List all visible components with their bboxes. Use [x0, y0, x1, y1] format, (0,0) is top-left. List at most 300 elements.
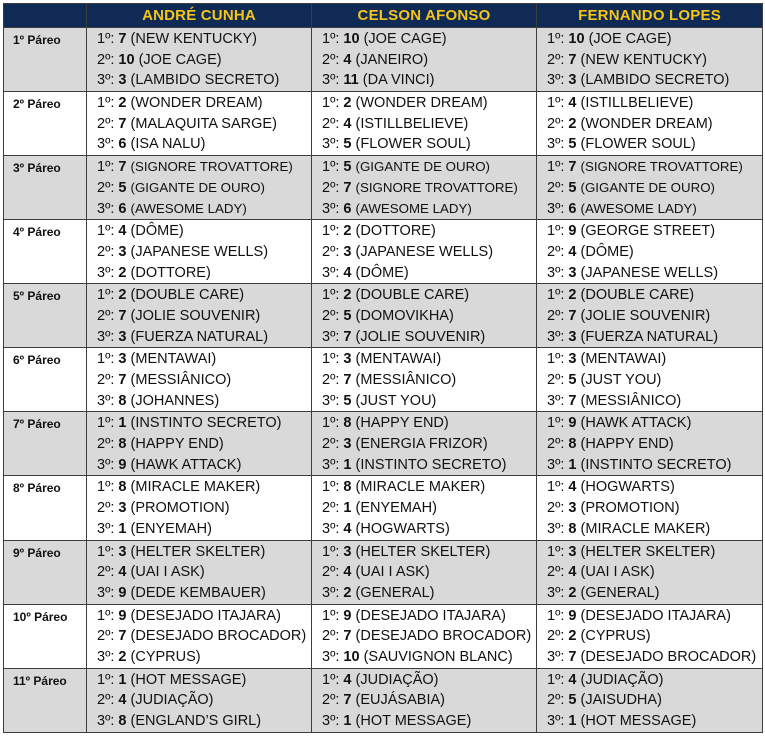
- horse-name: (GIGANTE DE OURO): [130, 179, 265, 195]
- horse-name: (HAPPY END): [580, 436, 674, 453]
- horse-name: (DA VINCI): [362, 72, 435, 89]
- horse-name: (DEDE KEMBAUER): [130, 584, 266, 601]
- horse-name: (GEORGE STREET): [580, 223, 716, 240]
- pick-line: [537, 327, 762, 348]
- horse-name: (ISA NALU): [130, 136, 206, 153]
- pick-position: 1º:: [547, 351, 565, 368]
- horse-number: 8: [343, 415, 352, 432]
- horse-name: (DOUBLE CARE): [130, 287, 245, 304]
- horse-number: 3: [118, 543, 127, 560]
- pick-line: [537, 647, 762, 668]
- horse-name: (HAPPY END): [130, 436, 224, 453]
- horse-name: (DESEJADO BROCADOR): [130, 628, 307, 645]
- horse-number: 2: [568, 628, 577, 645]
- tipster-picks-cell: [87, 348, 312, 412]
- tipster-header-celson-afonso: CELSON AFONSO: [312, 4, 537, 28]
- horse-number: 4: [568, 564, 577, 581]
- pick-position: 2º:: [97, 628, 115, 645]
- pick-position: 1º:: [547, 671, 565, 688]
- horse-number: 3: [568, 72, 577, 89]
- horse-number: 11: [343, 72, 359, 89]
- horse-name: (HELTER SKELTER): [580, 543, 716, 560]
- tipster-picks-cell: [87, 604, 312, 668]
- horse-name: (DOUBLE CARE): [355, 287, 470, 304]
- pick-position: 3º:: [322, 136, 340, 153]
- horse-number: 7: [568, 392, 577, 409]
- horse-name: (ISTILLBELIEVE): [580, 95, 694, 112]
- pick-line: [537, 29, 762, 50]
- pick-line: [312, 306, 536, 327]
- horse-number: 4: [343, 264, 352, 281]
- horse-name: (JUST YOU): [355, 392, 437, 409]
- horse-number: 9: [118, 584, 127, 601]
- race-label: 7º Páreo: [4, 412, 87, 476]
- horse-number: 7: [343, 328, 352, 345]
- pick-line: [312, 242, 536, 263]
- pick-position: 1º:: [322, 95, 340, 112]
- horse-name: (WONDER DREAM): [580, 115, 713, 132]
- pick-position: 1º:: [97, 479, 115, 496]
- pick-position: 3º:: [322, 200, 340, 217]
- horse-name: (JOLIE SOUVENIR): [580, 307, 711, 324]
- tipster-picks-cell: [87, 540, 312, 604]
- horse-name: (JOLIE SOUVENIR): [355, 328, 486, 345]
- pick-line: [537, 391, 762, 412]
- horse-number: 10: [568, 31, 585, 47]
- horse-name: (JAPANESE WELLS): [130, 243, 269, 260]
- tipster-picks-cell: [312, 92, 537, 156]
- horse-name: (MALAQUITA SARGE): [130, 115, 277, 132]
- horse-number: 3: [343, 243, 352, 260]
- horse-number: 5: [118, 179, 127, 196]
- tipster-picks-cell: [537, 28, 763, 92]
- pick-line: [537, 242, 762, 263]
- tipster-picks-cell: [87, 28, 312, 92]
- race-row: [4, 220, 763, 284]
- tipster-picks-cell: [87, 156, 312, 220]
- pick-position: 3º:: [547, 456, 565, 473]
- horse-number: 8: [118, 436, 127, 453]
- race-row: [4, 476, 763, 540]
- pick-position: 2º:: [322, 436, 340, 453]
- horse-name: (CYPRUS): [580, 628, 651, 645]
- pick-position: 2º:: [97, 692, 115, 709]
- pick-position: 3º:: [322, 392, 340, 409]
- horse-number: 2: [118, 648, 127, 665]
- pick-position: 2º:: [97, 243, 115, 260]
- pick-position: 1º:: [97, 415, 115, 432]
- horse-number: 3: [118, 72, 127, 89]
- race-label: 10º Páreo: [4, 604, 87, 668]
- pick-line: [87, 178, 311, 199]
- horse-number: 3: [568, 500, 577, 517]
- pick-line: [537, 498, 762, 519]
- pick-line: [87, 711, 311, 732]
- horse-name: (UAI I ASK): [130, 564, 205, 581]
- pick-line: [537, 626, 762, 647]
- horse-number: 9: [118, 607, 127, 624]
- pick-position: 2º:: [547, 115, 565, 132]
- horse-number: 7: [118, 31, 127, 47]
- pick-position: 2º:: [547, 692, 565, 709]
- race-row: [4, 412, 763, 476]
- pick-position: 3º:: [322, 713, 340, 729]
- pick-line: [537, 606, 762, 627]
- pick-line: [312, 711, 536, 732]
- pick-line: [312, 50, 536, 71]
- pick-position: 2º:: [547, 628, 565, 645]
- pick-line: [87, 542, 311, 563]
- pick-position: 3º:: [322, 456, 340, 473]
- horse-name: (HOGWARTS): [355, 520, 450, 537]
- pick-line: [537, 562, 762, 583]
- pick-position: 2º:: [97, 115, 115, 132]
- horse-name: (JOE CAGE): [588, 31, 672, 47]
- pick-line: [87, 413, 311, 434]
- pick-position: 1º:: [547, 223, 565, 240]
- pick-line: [87, 157, 311, 178]
- horse-number: 6: [118, 200, 127, 217]
- tipster-picks-cell: [87, 668, 312, 732]
- pick-position: 1º:: [322, 351, 340, 368]
- pick-line: [312, 221, 536, 242]
- horse-number: 2: [118, 287, 127, 304]
- tipster-picks-cell: [312, 220, 537, 284]
- pick-line: [312, 562, 536, 583]
- race-label: 2º Páreo: [4, 92, 87, 156]
- horse-name: (JUST YOU): [580, 372, 662, 388]
- horse-number: 1: [118, 671, 127, 688]
- pick-line: [312, 370, 536, 391]
- horse-name: (JUDIAÇÃO): [355, 671, 439, 688]
- pick-position: 3º:: [547, 200, 565, 217]
- pick-position: 3º:: [97, 264, 115, 281]
- horse-name: (DOMOVIKHA): [355, 307, 454, 324]
- pick-position: 3º:: [97, 136, 115, 153]
- horse-name: (SIGNORE TROVATTORE): [130, 159, 293, 175]
- race-row: [4, 284, 763, 348]
- pick-position: 2º:: [97, 179, 115, 196]
- horse-number: 3: [118, 500, 127, 517]
- pick-line: [537, 306, 762, 327]
- pick-position: 1º:: [97, 159, 115, 176]
- horse-number: 3: [118, 243, 127, 260]
- horse-name: (UAI I ASK): [580, 564, 655, 581]
- horse-number: 8: [343, 479, 352, 496]
- tipster-picks-cell: [312, 604, 537, 668]
- horse-name: (HAPPY END): [355, 415, 449, 432]
- tipster-picks-cell: [537, 220, 763, 284]
- pick-position: 1º:: [547, 543, 565, 560]
- horse-name: (MESSIÂNICO): [580, 392, 682, 409]
- horse-name: (GENERAL): [580, 584, 660, 601]
- horse-number: 7: [568, 51, 577, 68]
- pick-position: 2º:: [322, 628, 340, 645]
- horse-name: (FLOWER SOUL): [355, 136, 471, 153]
- horse-name: (INSTINTO SECRETO): [130, 415, 282, 432]
- horse-number: 7: [568, 648, 577, 665]
- pick-position: 2º:: [547, 564, 565, 581]
- pick-line: [537, 178, 762, 199]
- horse-number: 9: [118, 456, 127, 473]
- pick-line: [87, 519, 311, 540]
- horse-number: 4: [568, 95, 577, 112]
- pick-position: 3º:: [322, 648, 340, 665]
- horse-name: (AWESOME LADY): [580, 200, 697, 216]
- horse-number: 1: [568, 713, 577, 729]
- tipster-picks-cell: [87, 284, 312, 348]
- pick-position: 3º:: [322, 328, 340, 345]
- horse-name: (DÔME): [130, 223, 184, 240]
- horse-number: 9: [568, 607, 577, 624]
- horse-number: 8: [118, 713, 127, 729]
- header-row: [4, 4, 763, 28]
- horse-name: (FLOWER SOUL): [580, 136, 696, 153]
- horse-name: (DOUBLE CARE): [580, 287, 695, 304]
- horse-name: (ENERGIA FRIZOR): [355, 436, 488, 453]
- pick-line: [87, 263, 311, 284]
- horse-number: 6: [568, 200, 577, 217]
- pick-line: [537, 711, 762, 732]
- pick-position: 1º:: [97, 287, 115, 304]
- pick-position: 1º:: [547, 287, 565, 304]
- horse-name: (HELTER SKELTER): [355, 543, 491, 560]
- pick-line: [537, 50, 762, 71]
- pick-position: 3º:: [97, 713, 115, 729]
- pick-line: [312, 285, 536, 306]
- horse-number: 3: [343, 543, 352, 560]
- horse-name: (UAI I ASK): [355, 564, 430, 581]
- horse-name: (INSTINTO SECRETO): [355, 456, 507, 473]
- horse-name: (MIRACLE MAKER): [580, 520, 711, 537]
- pick-line: [312, 477, 536, 498]
- pick-line: [87, 50, 311, 71]
- horse-number: 7: [343, 628, 352, 645]
- pick-position: 3º:: [547, 520, 565, 537]
- pick-line: [537, 199, 762, 220]
- race-row: [4, 668, 763, 732]
- tipster-picks-cell: [537, 604, 763, 668]
- pick-line: [87, 306, 311, 327]
- horse-number: 5: [343, 159, 352, 176]
- tips-table-container: [3, 3, 763, 733]
- horse-number: 1: [118, 415, 127, 432]
- pick-position: 2º:: [97, 307, 115, 324]
- pick-position: 1º:: [322, 159, 340, 176]
- pick-position: 1º:: [322, 287, 340, 304]
- pick-position: 1º:: [547, 479, 565, 496]
- pick-line: [312, 519, 536, 540]
- pick-line: [87, 134, 311, 155]
- pick-position: 1º:: [547, 159, 565, 176]
- horse-name: (NEW KENTUCKY): [130, 31, 258, 47]
- horse-name: (AWESOME LADY): [355, 200, 472, 216]
- tipster-picks-cell: [537, 476, 763, 540]
- horse-name: (JANEIRO): [355, 51, 429, 68]
- pick-position: 3º:: [322, 520, 340, 537]
- pick-position: 1º:: [322, 479, 340, 496]
- pick-position: 2º:: [322, 564, 340, 581]
- tipster-picks-cell: [312, 476, 537, 540]
- horse-number: 9: [568, 223, 577, 240]
- pick-line: [537, 519, 762, 540]
- pick-line: [87, 70, 311, 91]
- horse-number: 2: [343, 223, 352, 240]
- pick-position: 1º:: [322, 607, 340, 624]
- horse-number: 6: [118, 136, 127, 153]
- horse-name: (MENTAWAI): [580, 351, 667, 368]
- horse-number: 8: [118, 392, 127, 409]
- horse-number: 4: [118, 692, 127, 709]
- horse-name: (JUDIAÇÃO): [580, 671, 664, 688]
- tipster-picks-cell: [537, 412, 763, 476]
- pick-line: [87, 370, 311, 391]
- pick-line: [312, 114, 536, 135]
- horse-name: (HOT MESSAGE): [130, 671, 247, 688]
- pick-line: [312, 134, 536, 155]
- horse-name: (WONDER DREAM): [355, 95, 488, 112]
- pick-position: 3º:: [547, 136, 565, 153]
- pick-position: 3º:: [97, 648, 115, 665]
- horse-number: 7: [118, 115, 127, 132]
- pick-line: [312, 413, 536, 434]
- tipster-picks-cell: [537, 348, 763, 412]
- horse-name: (HELTER SKELTER): [130, 543, 266, 560]
- race-row: [4, 28, 763, 92]
- pick-position: 1º:: [97, 351, 115, 368]
- horse-name: (LAMBIDO SECRETO): [130, 72, 280, 89]
- pick-line: [312, 542, 536, 563]
- pick-line: [87, 455, 311, 476]
- horse-name: (JAPANESE WELLS): [580, 264, 719, 281]
- pick-position: 1º:: [97, 223, 115, 240]
- horse-name: (MIRACLE MAKER): [355, 479, 486, 496]
- pick-position: 1º:: [97, 543, 115, 560]
- pick-position: 2º:: [97, 500, 115, 517]
- pick-position: 1º:: [97, 95, 115, 112]
- pick-line: [87, 647, 311, 668]
- pick-line: [87, 114, 311, 135]
- horse-number: 9: [568, 415, 577, 432]
- horse-number: 4: [568, 243, 577, 260]
- pick-line: [312, 626, 536, 647]
- race-row: [4, 156, 763, 220]
- horse-number: 3: [343, 436, 352, 453]
- pick-line: [312, 670, 536, 691]
- horse-number: 8: [568, 520, 577, 537]
- pick-position: 2º:: [322, 372, 340, 388]
- horse-name: (INSTINTO SECRETO): [580, 456, 732, 473]
- pick-line: [312, 327, 536, 348]
- tipster-header-fernando-lopes: FERNANDO LOPES: [537, 4, 763, 28]
- horse-name: (NEW KENTUCKY): [580, 51, 708, 68]
- horse-number: 5: [343, 136, 352, 153]
- horse-name: (DESEJADO ITAJARA): [580, 607, 731, 624]
- pick-line: [87, 434, 311, 455]
- pick-position: 3º:: [97, 72, 115, 89]
- horse-name: (DESEJADO ITAJARA): [130, 607, 281, 624]
- pick-position: 2º:: [97, 372, 115, 388]
- horse-number: 7: [118, 159, 127, 176]
- pick-position: 3º:: [547, 392, 565, 409]
- horse-number: 3: [568, 543, 577, 560]
- pick-line: [312, 70, 536, 91]
- pick-line: [87, 690, 311, 711]
- pick-line: [87, 242, 311, 263]
- horse-name: (JUDIAÇÃO): [130, 692, 214, 709]
- pick-position: 1º:: [322, 671, 340, 688]
- pick-position: 1º:: [547, 95, 565, 112]
- pick-line: [537, 690, 762, 711]
- pick-position: 2º:: [547, 372, 565, 388]
- pick-position: 1º:: [547, 31, 565, 47]
- pick-position: 1º:: [97, 31, 115, 47]
- pick-position: 3º:: [547, 328, 565, 345]
- horse-number: 1: [343, 456, 352, 473]
- tipster-picks-cell: [537, 540, 763, 604]
- horse-number: 4: [568, 479, 577, 496]
- pick-line: [537, 477, 762, 498]
- horse-number: 5: [568, 136, 577, 153]
- pick-position: 1º:: [322, 223, 340, 240]
- pick-position: 2º:: [322, 500, 340, 517]
- horse-number: 3: [343, 351, 352, 368]
- pick-position: 2º:: [322, 307, 340, 324]
- horse-name: (WONDER DREAM): [130, 95, 263, 112]
- pick-line: [87, 626, 311, 647]
- horse-name: (HOGWARTS): [580, 479, 675, 496]
- horse-name: (ENYEMAH): [130, 520, 212, 537]
- horse-name: (PROMOTION): [130, 500, 230, 517]
- pick-line: [87, 29, 311, 50]
- race-row: [4, 540, 763, 604]
- horse-name: (DESEJADO BROCADOR): [355, 628, 532, 645]
- horse-name: (GENERAL): [355, 584, 435, 601]
- horse-name: (HAWK ATTACK): [580, 415, 692, 432]
- pick-position: 3º:: [97, 200, 115, 217]
- horse-number: 2: [568, 115, 577, 132]
- pick-line: [87, 583, 311, 604]
- horse-name: (DESEJADO BROCADOR): [580, 648, 757, 665]
- pick-line: [312, 498, 536, 519]
- pick-position: 3º:: [547, 72, 565, 89]
- race-label: 11º Páreo: [4, 668, 87, 732]
- horse-number: 7: [343, 372, 352, 388]
- horse-number: 2: [118, 95, 127, 112]
- tipster-picks-cell: [537, 92, 763, 156]
- horse-name: (DÔME): [580, 243, 634, 260]
- pick-position: 2º:: [547, 307, 565, 324]
- pick-line: [87, 199, 311, 220]
- tipster-picks-cell: [312, 156, 537, 220]
- horse-number: 5: [568, 179, 577, 196]
- pick-position: 3º:: [97, 392, 115, 409]
- pick-position: 2º:: [547, 51, 565, 68]
- tipster-picks-cell: [312, 28, 537, 92]
- horse-name: (ENGLAND’S GIRL): [130, 713, 262, 729]
- pick-line: [312, 647, 536, 668]
- pick-position: 2º:: [322, 692, 340, 709]
- horse-number: 2: [343, 287, 352, 304]
- pick-line: [537, 114, 762, 135]
- pick-line: [87, 670, 311, 691]
- horse-number: 7: [118, 307, 127, 324]
- pick-line: [312, 93, 536, 114]
- horse-name: (DESEJADO ITAJARA): [355, 607, 506, 624]
- horse-name: (JOHANNES): [130, 392, 220, 409]
- horse-number: 4: [118, 223, 127, 240]
- pick-line: [87, 391, 311, 412]
